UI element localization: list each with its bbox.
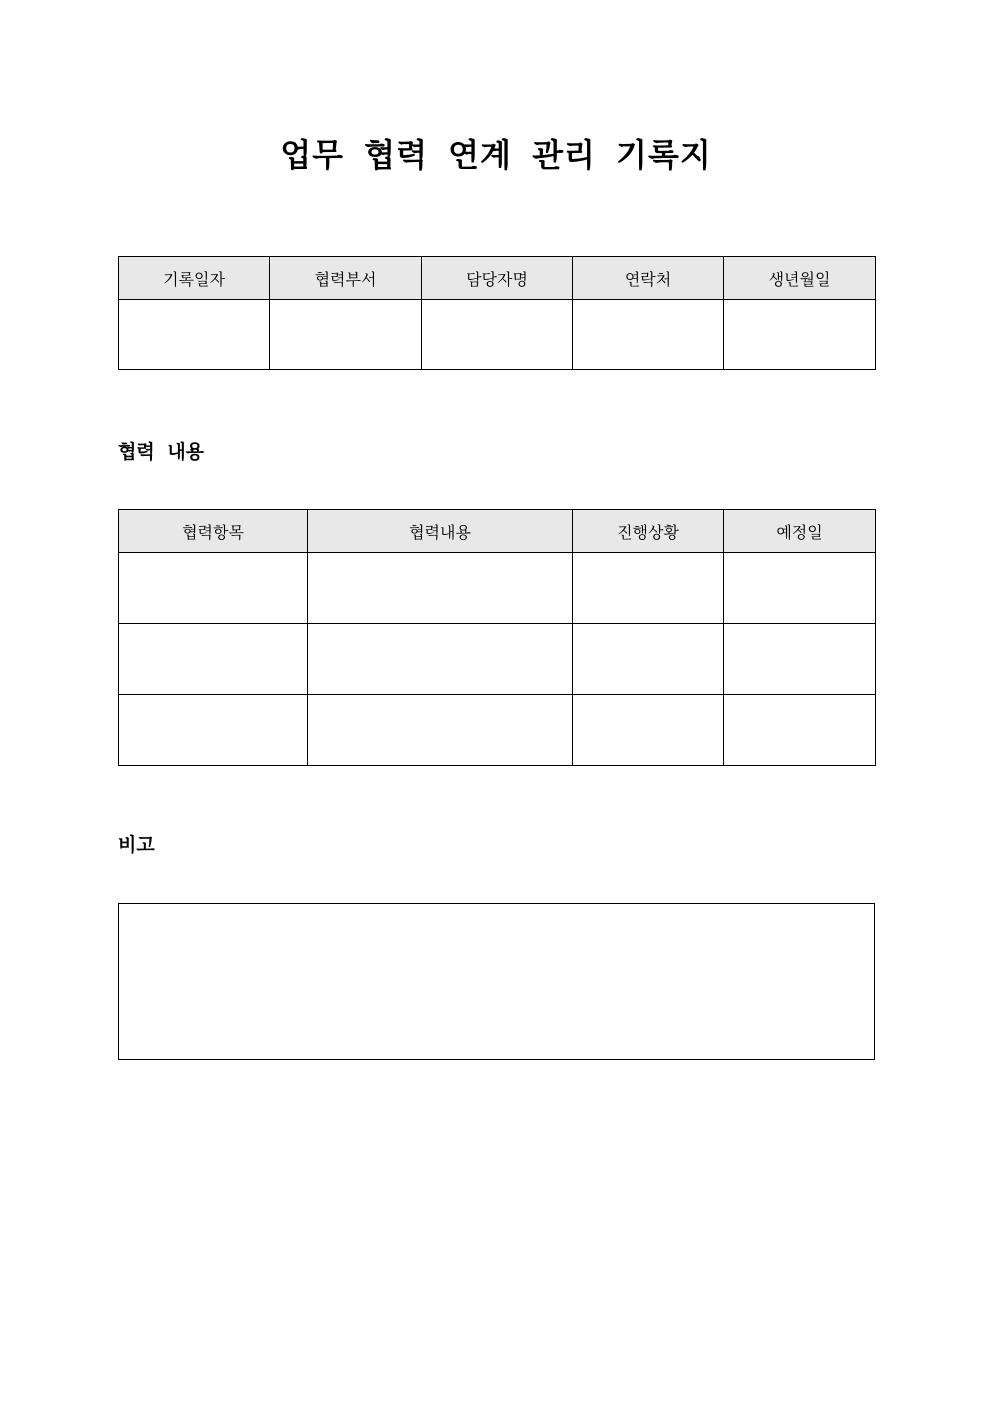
page-title: 업무 협력 연계 관리 기록지 — [280, 136, 712, 174]
cooperation-content-cell[interactable] — [308, 553, 573, 624]
scheduled-date-cell[interactable] — [724, 695, 876, 766]
header-phone: 연락처 — [573, 257, 724, 300]
cooperation-content-cell[interactable] — [308, 624, 573, 695]
cooperation-item-cell[interactable] — [119, 624, 308, 695]
cooperation-item-cell[interactable] — [119, 695, 308, 766]
record-info-table — [118, 256, 876, 370]
header-record-date: 기록일자 — [119, 257, 270, 300]
remarks-section-heading: 비고 — [118, 834, 155, 856]
cooperation-table — [118, 509, 876, 766]
record-date-cell[interactable] — [119, 300, 270, 370]
birth-date-cell[interactable] — [724, 300, 876, 370]
scheduled-date-cell[interactable] — [724, 624, 876, 695]
header-progress-status: 진행상황 — [573, 510, 724, 553]
progress-status-cell[interactable] — [573, 553, 724, 624]
cooperation-content-cell[interactable] — [308, 695, 573, 766]
scheduled-date-cell[interactable] — [724, 553, 876, 624]
header-cooperation-content: 협력내용 — [308, 510, 573, 553]
header-scheduled-date: 예정일 — [724, 510, 876, 553]
phone-cell[interactable] — [573, 300, 724, 370]
header-cooperation-item: 협력항목 — [119, 510, 308, 553]
progress-status-cell[interactable] — [573, 624, 724, 695]
progress-status-cell[interactable] — [573, 695, 724, 766]
remarks-box[interactable] — [118, 903, 875, 1060]
table-row — [119, 300, 876, 370]
partner-department-cell[interactable] — [270, 300, 422, 370]
header-birth-date: 생년월일 — [724, 257, 876, 300]
table-row — [119, 695, 876, 766]
table-header-row — [119, 510, 876, 553]
table-header-row — [119, 257, 876, 300]
header-partner-department: 협력부서 — [270, 257, 422, 300]
cooperation-section-heading: 협력 내용 — [118, 441, 205, 463]
table-row — [119, 624, 876, 695]
contact-person-cell[interactable] — [422, 300, 573, 370]
table-row — [119, 553, 876, 624]
cooperation-item-cell[interactable] — [119, 553, 308, 624]
header-contact-person: 담당자명 — [422, 257, 573, 300]
